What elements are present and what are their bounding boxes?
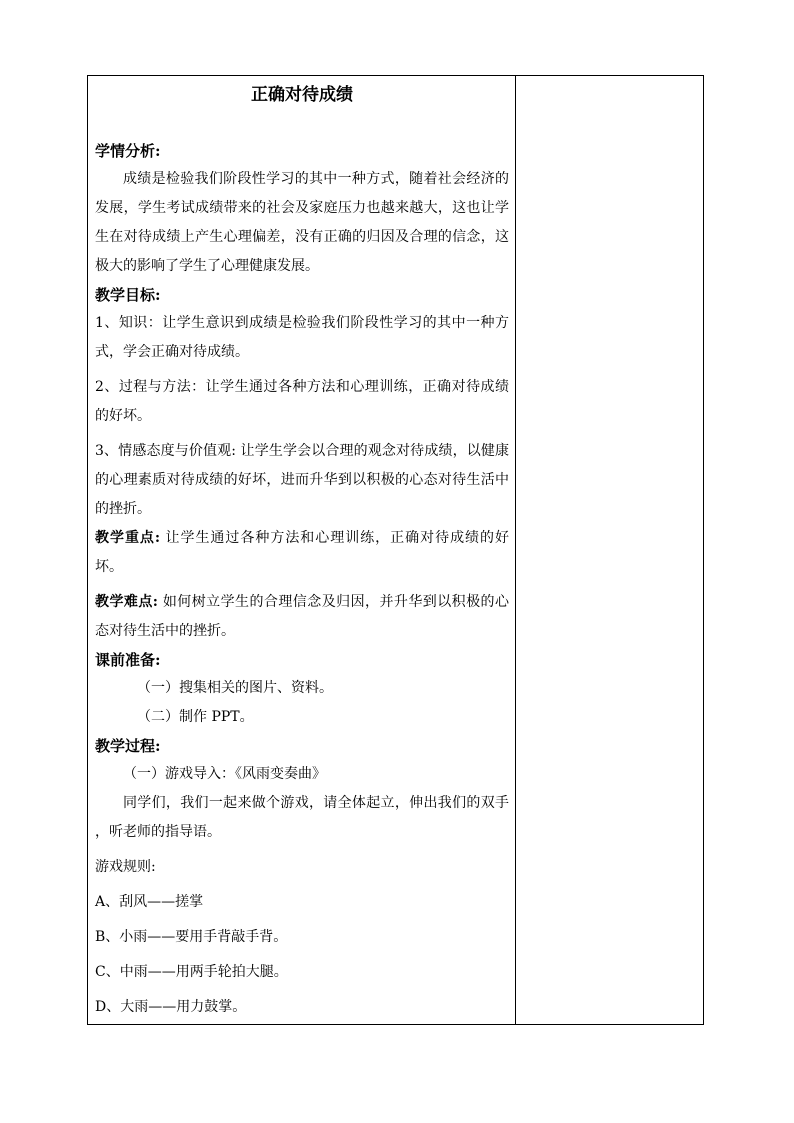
process-1-body: 同学们，我们一起来做个游戏，请全体起立，伸出我们的双手 ，听老师的指导语。 [95, 795, 509, 840]
key-point-label: 教学重点: [95, 530, 161, 546]
analysis-heading: 学情分析: [95, 142, 161, 160]
rule-a: A、刮风——搓掌 [95, 894, 204, 910]
lesson-plan-table [87, 75, 704, 1025]
key-point-text: 让学生通过各种方法和心理训练，正确对待成绩的好坏。 [95, 530, 509, 575]
goal-process: 2、过程与方法：让学生通过各种方法和心理训练，正确对待成绩的好坏。 [95, 379, 509, 424]
goal-knowledge: 1、知识：让学生意识到成绩是检验我们阶段性学习的其中一种方式，学会正确对待成绩。 [95, 315, 509, 360]
analysis-body: 成绩是检验我们阶段性学习的其中一种方式，随着社会经济的发展，学生考试成绩带来的社会及家庭压力也越来越大，这也让学生在对待成绩上产生心理偏差，没有正确的归因及合理的信念，这极大的影响了学生了心理健康发展。 [95, 171, 509, 274]
document-title: 正确对待成绩 [251, 85, 353, 105]
difficulty-label: 教学难点: [95, 594, 158, 610]
goal-attitude: 3、情感态度与价值观: 让学生学会以合理的观念对待成绩，以健康的心理素质对待成绩的好坏，进而升华到以积极的心态对待生活中的挫折。 [95, 443, 509, 517]
rule-d: D、大雨——用力鼓掌。 [95, 999, 247, 1015]
rule-b: B、小雨——要用手背敲手背。 [95, 929, 288, 945]
prep-heading: 课前准备: [95, 651, 161, 669]
prep-item-2: （二）制作 PPT。 [137, 709, 254, 725]
rules-heading: 游戏规则: [95, 859, 156, 875]
key-point [95, 524, 509, 582]
rule-c: C、中雨——用两手轮拍大腿。 [95, 964, 288, 980]
prep-item-1: （一）搜集相关的图片、资料。 [137, 680, 333, 696]
difficulty [95, 588, 509, 646]
process-1-title: （一）游戏导入：《风雨变奏曲》 [123, 766, 326, 782]
process-heading: 教学过程: [95, 737, 161, 755]
lesson-content [95, 76, 509, 1022]
difficulty-text: 如何树立学生的合理信念及归因，并升华到以积极的心态对待生活中的挫折。 [95, 594, 509, 639]
column-divider [515, 76, 516, 1024]
goals-heading: 教学目标: [95, 286, 161, 304]
